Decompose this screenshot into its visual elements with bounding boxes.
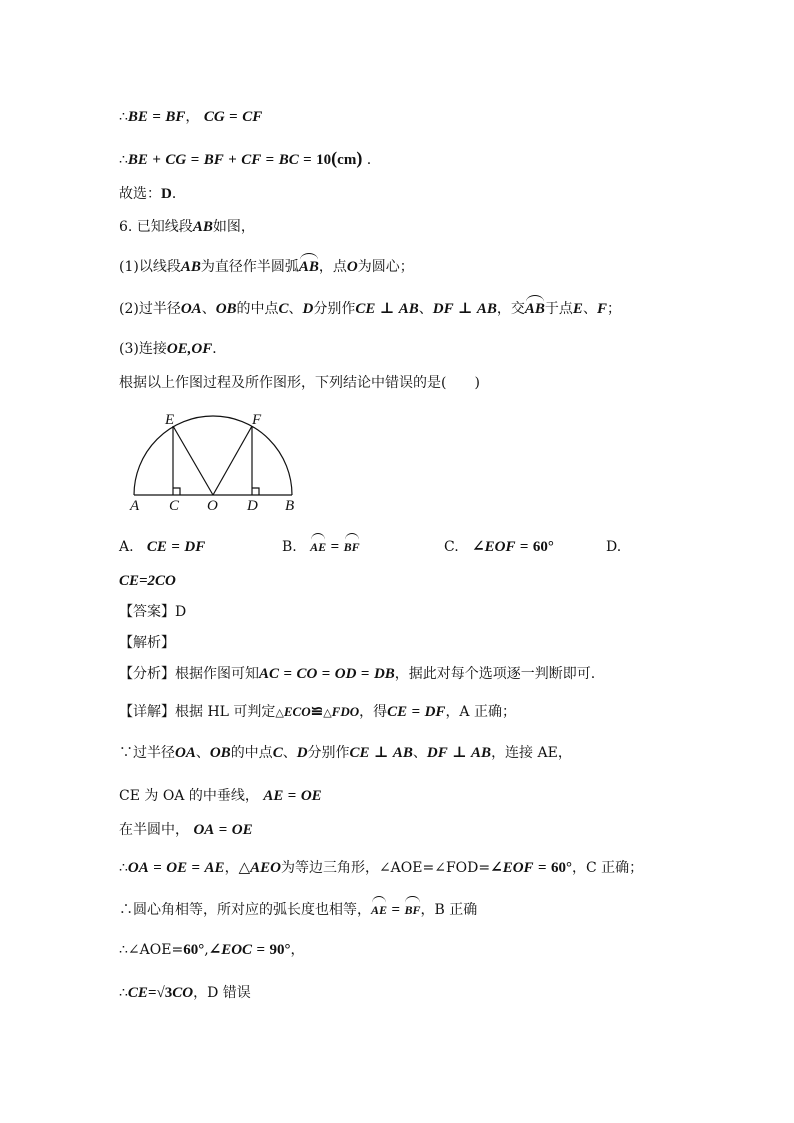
choice-line: 故选：D．: [119, 186, 186, 202]
analysis-head-text: 【解析】: [119, 635, 175, 651]
right-angle-c: [173, 488, 180, 495]
question-sentence: 根据以上作图过程及所作图形，下列结论中错误的是( ): [119, 375, 480, 391]
detail-2: CE 为 OA 的中垂线， AE = OE: [119, 788, 322, 804]
semicircle-figure: [120, 405, 310, 515]
segment-of: [213, 426, 252, 495]
option-a-label: A.: [119, 539, 134, 555]
option-c-label: C.: [444, 539, 459, 555]
option-b-label: B.: [282, 539, 297, 555]
label-c: C: [169, 498, 180, 514]
detail-6: ∴∠AOE=60°,∠EOC = 90°，: [119, 942, 305, 958]
label-e: E: [165, 412, 175, 428]
option-d[interactable]: [606, 537, 621, 557]
label-a: A: [130, 498, 140, 514]
math: BE: [127, 109, 148, 125]
option-d-value: CE=2CO: [119, 573, 176, 589]
option-b[interactable]: B. AE = BF: [282, 539, 360, 555]
option-d-label: D.: [606, 539, 622, 555]
label-d: D: [247, 498, 258, 514]
detail-4: ∴OA = OE = AE，△AEO为等边三角形，∠AOE=∠FOD=∠EOF = 60°，C 正确；: [119, 860, 644, 876]
detail-1: ∵过半径OA、OB的中点C、D分别作CE ⊥ AB、DF ⊥ AB，连接 AE，: [119, 745, 572, 761]
detail-3: 在半圆中， OA = OE: [119, 822, 253, 838]
detail-line: 【详解】根据 HL 可判定△ECO≌△FDO，得CE = DF，A 正确；: [119, 704, 516, 720]
line-be-bf: ∴BE = BF， CG = CF: [119, 109, 263, 125]
detail-7: ∴CE=√3CO，D 错误: [119, 985, 251, 1001]
label-f: F: [252, 412, 262, 428]
option-a[interactable]: A. CE = DF: [119, 539, 206, 555]
answer: [119, 602, 186, 622]
label-b: B: [285, 498, 295, 514]
line-text: ∴: [119, 109, 128, 125]
step-1: (1)以线段AB为直径作半圆弧AB，点O为圆心；: [119, 259, 414, 275]
analysis-line: 【分析】根据作图可知AC = CO = OD = DB，据此对每个选项逐一判断即可.: [119, 666, 596, 682]
semicircle-arc: [134, 416, 292, 495]
analysis-head: [119, 633, 175, 653]
question-text: [119, 373, 480, 393]
step-3: (3)连接OE,OF．: [119, 341, 227, 357]
step-2: (2)过半径OA、OB的中点C、D分别作CE ⊥ AB、DF ⊥ AB，交AB于点E、F；: [119, 301, 621, 317]
option-d-text: [119, 571, 176, 591]
right-angle-d: [252, 488, 259, 495]
detail-5: ∴圆心角相等，所对应的弧长度也相等，AE = BF，B 正确: [119, 902, 478, 918]
label-o: O: [207, 498, 218, 514]
question-title: 6. 已知线段AB如图，: [119, 219, 255, 235]
line-sum: ∴BE + CG = BF + CF = BC = 10(cm) .: [119, 148, 372, 168]
answer-text: 【答案】D: [119, 604, 187, 620]
segment-oe: [173, 426, 213, 495]
option-c[interactable]: C. ∠EOF = 60°: [444, 539, 554, 555]
